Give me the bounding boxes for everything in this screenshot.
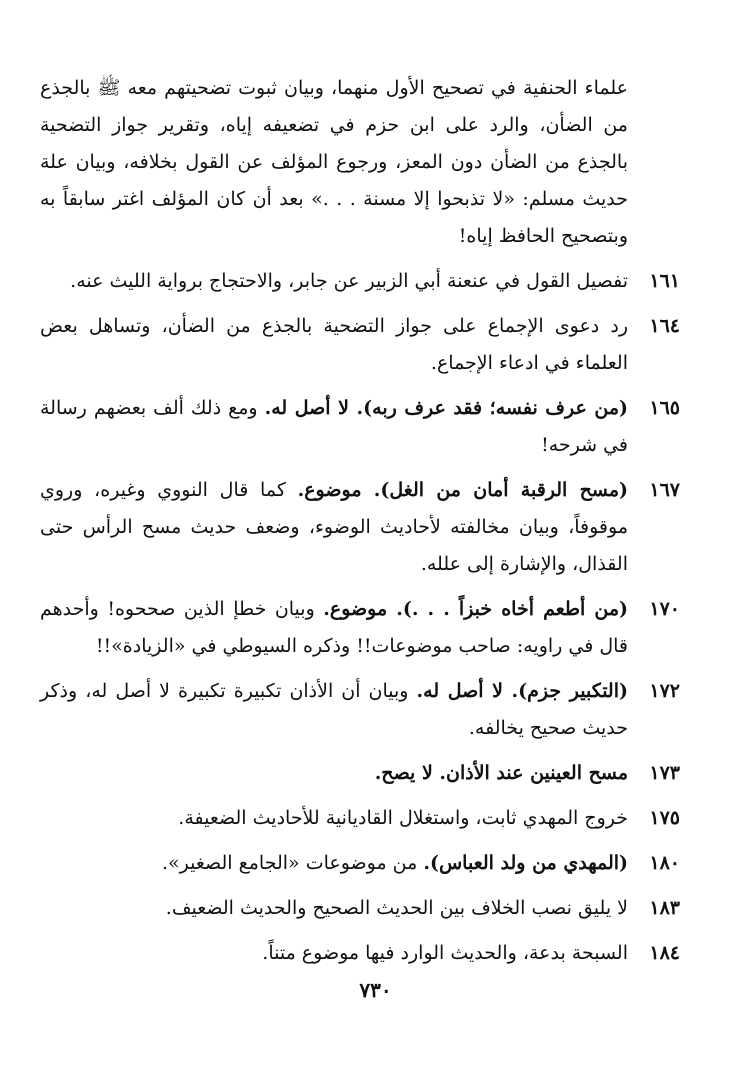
entry-bold-text: (مسح الرقبة أمان من الغل). موضوع.	[297, 479, 629, 501]
index-entry	[40, 800, 680, 837]
entry-plain-text: لا يليق نصب الخلاف بين الحديث الصحيح والحديث الضعيف.	[165, 897, 628, 919]
entry-text	[40, 800, 628, 837]
entry-text	[40, 935, 628, 972]
entry-page-number: ١٧٣	[649, 762, 680, 784]
entry-plain-text: وبيان أن الأذان تكبيرة تكبيرة لا أصل له، وذكر حديث صحيح يخالفه.	[40, 680, 628, 739]
index-entry	[40, 673, 680, 747]
entry-text	[40, 308, 628, 382]
entry-page-number: ١٦٤	[649, 315, 680, 337]
index-entry	[40, 935, 680, 972]
index-entry	[40, 845, 680, 882]
entry-bold-text: (التكبير جزم). لا أصل له.	[416, 680, 628, 702]
entry-page-number: ١٧٠	[649, 598, 680, 620]
page-number-footer: ٧٣٠	[359, 978, 392, 1002]
entry-page-number: ١٦١	[649, 270, 680, 292]
index-entry	[40, 308, 680, 382]
entry-plain-text: السبحة بدعة، والحديث الوارد فيها موضوع متناً.	[262, 942, 628, 964]
entry-plain-text: من موضوعات «الجامع الصغير».	[161, 852, 424, 874]
entry-page-number: ١٦٥	[649, 397, 680, 419]
entry-text	[40, 263, 628, 300]
entry-text	[40, 890, 628, 927]
entry-text	[40, 845, 628, 882]
entry-bold-text: (من عرف نفسه؛ فقد عرف ربه). لا أصل له.	[264, 397, 629, 419]
entry-text	[40, 472, 628, 583]
index-entry	[40, 472, 680, 583]
entry-page-number: ١٨٣	[649, 897, 680, 919]
entry-page-number: ١٨٠	[649, 852, 680, 874]
index-entry	[40, 755, 680, 792]
entry-page-number: ١٧٥	[649, 807, 680, 829]
entry-text	[40, 591, 628, 665]
entry-text	[40, 755, 628, 792]
index-entry	[40, 390, 680, 464]
index-entry	[40, 263, 680, 300]
entry-page-number: ١٦٧	[649, 479, 680, 501]
intro-paragraph: علماء الحنفية في تصحيح الأول منهما، وبيان ثبوت تضحيتهم معه ﷺ بالجذع من الضأن، والرد على ابن حزم في تضعيفه إياه، وتقرير جواز التضحية بالجذع من الضأن دون المعز، ورجوع المؤلف عن القول بخلافه، وبيان علة حديث مسلم: «لا تذبحوا إلا مسنة . . .» بعد أن كان المؤلف اغتر سابقاً به وبتصحيح الحافظ إياه!	[40, 77, 628, 247]
entry-bold-text: مسح العينين عند الأذان. لا يصح.	[374, 762, 628, 784]
index-entry	[40, 890, 680, 927]
entry-bold-text: (من أطعم أخاه خبزاً . . .). موضوع.	[323, 598, 628, 620]
entry-bold-text: (المهدي من ولد العباس).	[423, 852, 628, 874]
index-entry	[40, 591, 680, 665]
entry-text	[40, 390, 628, 464]
entry-plain-text: تفصيل القول في عنعنة أبي الزبير عن جابر، والاحتجاج برواية الليث عنه.	[70, 270, 628, 292]
entry-plain-text: خروج المهدي ثابت، واستغلال القاديانية للأحاديث الضعيفة.	[178, 807, 628, 829]
entry-page-number: ١٧٢	[649, 680, 680, 702]
entry-plain-text: وبيان خطإ الذين صححوه! وأحدهم قال في راويه: صاحب موضوعات!! وذكره السيوطي في «الزيادة»!!	[40, 598, 628, 657]
entry-text	[40, 673, 628, 747]
index-page	[40, 70, 680, 972]
entry-plain-text: ومع ذلك ألف بعضهم رسالة في شرحه!	[40, 397, 628, 456]
entry-plain-text: رد دعوى الإجماع على جواز التضحية بالجذع من الضأن، وتساهل بعض العلماء في ادعاء الإجماع.	[40, 315, 628, 374]
entry-page-number: ١٨٤	[649, 942, 680, 964]
entry-plain-text: كما قال النووي وغيره، وروي موقوفاً، وبيان مخالفته لأحاديث الوضوء، وضعف حديث مسح الرأس حتى القذال، والإشارة إلى علله.	[40, 479, 628, 575]
